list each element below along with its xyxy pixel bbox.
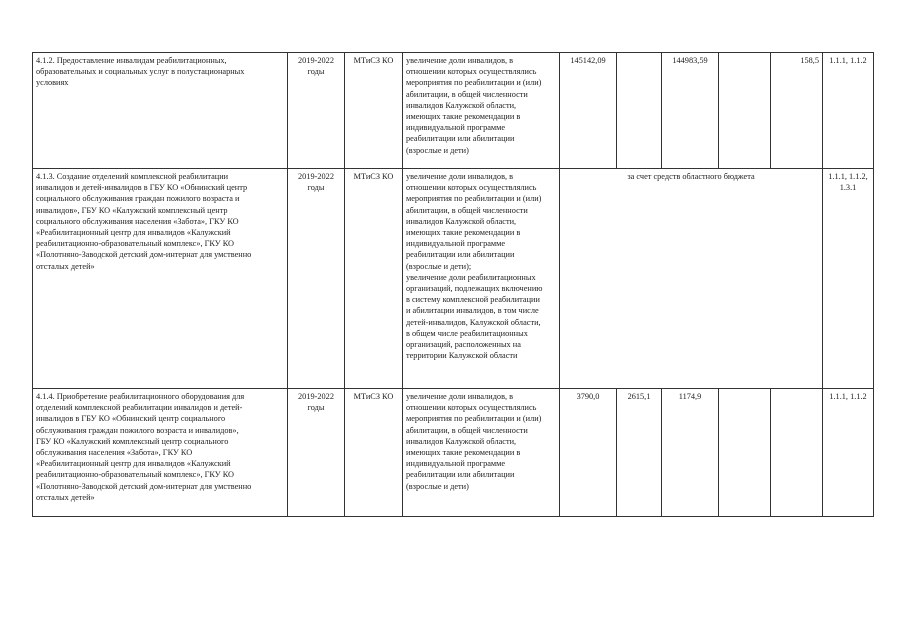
executor-cell: МТиСЗ КО bbox=[345, 53, 403, 169]
year-2019-cell bbox=[617, 53, 662, 169]
executor-cell: МТиСЗ КО bbox=[345, 169, 403, 389]
total-cell: 3790,0 bbox=[560, 389, 617, 517]
table-row bbox=[33, 389, 874, 517]
year-2021-cell bbox=[719, 53, 771, 169]
indicator-cell: увеличение доли инвалидов, в отношении которых осуществлялись мероприятия по реабилитации и (или) абилитации, в общей численности инвалидов Калужской области, имеющих такие рекомендации в индивидуальной программе реабилитации или абилитации (взрослые и дети) bbox=[403, 53, 560, 169]
period-cell: 2019-2022 годы bbox=[288, 389, 345, 517]
period-cell: 2019-2022 годы bbox=[288, 53, 345, 169]
activity-name: 4.1.4. Приобретение реабилитационного оборудования для отделений комплексной реабилитации инвалидов и детей- инвалидов в ГБУ КО «Обнинский центр социального обслуживания граждан пожилого возраста и инвалидов», ГБУ КО «Калужский комплексный центр социального обслуживания населения «Забота», ГКУ КО «Реабилитационный центр для инвалидов «Калужский реабилитационно-образовательный комплекс», ГКУ КО «Полотняно-Заводской детский дом-интернат для умственно отсталых детей» bbox=[33, 389, 288, 517]
links-cell: 1.1.1, 1.1.2, 1.3.1 bbox=[823, 169, 874, 389]
year-2022-cell bbox=[771, 389, 823, 517]
year-2021-cell bbox=[719, 389, 771, 517]
table-row bbox=[33, 169, 874, 389]
table-row bbox=[33, 53, 874, 169]
program-table bbox=[32, 52, 874, 517]
activity-name: 4.1.2. Предоставление инвалидам реабилитационных, образовательных и социальных услуг в полустационарных условиях bbox=[33, 53, 288, 169]
indicator-cell: увеличение доли инвалидов, в отношении которых осуществлялись мероприятия по реабилитации и (или) абилитации, в общей численности инвалидов Калужской области, имеющих такие рекомендации в индивидуальной программе реабилитации или абилитации (взрослые и дети); увеличение доли реабилитационных организаций, подлежащих включению в систему комплексной реабилитации и абилитации инвалидов, в том числе детей-инвалидов, Калужской области, в общем числе реабилитационных организаций, расположенных на территории Калужской области bbox=[403, 169, 560, 389]
total-cell: 145142,09 bbox=[560, 53, 617, 169]
period-cell: 2019-2022 годы bbox=[288, 169, 345, 389]
funding-note-cell: за счет средств областного бюджета bbox=[560, 169, 823, 389]
activity-name: 4.1.3. Создание отделений комплексной реабилитации инвалидов и детей-инвалидов в ГБУ КО «Обнинский центр социального обслуживания граждан пожилого возраста и инвалидов», ГБУ КО «Калужский комплексный центр социального обслуживания населения «Забота», ГКУ КО «Реабилитационный центр для инвалидов «Калужский реабилитационно-образовательный комплекс», ГКУ КО «Полотняно-Заводской детский дом-интернат для умственно отсталых детей» bbox=[33, 169, 288, 389]
executor-cell: МТиСЗ КО bbox=[345, 389, 403, 517]
year-2022-cell: 158,5 bbox=[771, 53, 823, 169]
links-cell: 1.1.1, 1.1.2 bbox=[823, 53, 874, 169]
year-2020-cell: 144983,59 bbox=[662, 53, 719, 169]
year-2020-cell: 1174,9 bbox=[662, 389, 719, 517]
links-cell: 1.1.1, 1.1.2 bbox=[823, 389, 874, 517]
indicator-cell: увеличение доли инвалидов, в отношении которых осуществлялись мероприятия по реабилитации и (или) абилитации, в общей численности инвалидов Калужской области, имеющих такие рекомендации в индивидуальной программе реабилитации или абилитации (взрослые и дети) bbox=[403, 389, 560, 517]
year-2019-cell: 2615,1 bbox=[617, 389, 662, 517]
